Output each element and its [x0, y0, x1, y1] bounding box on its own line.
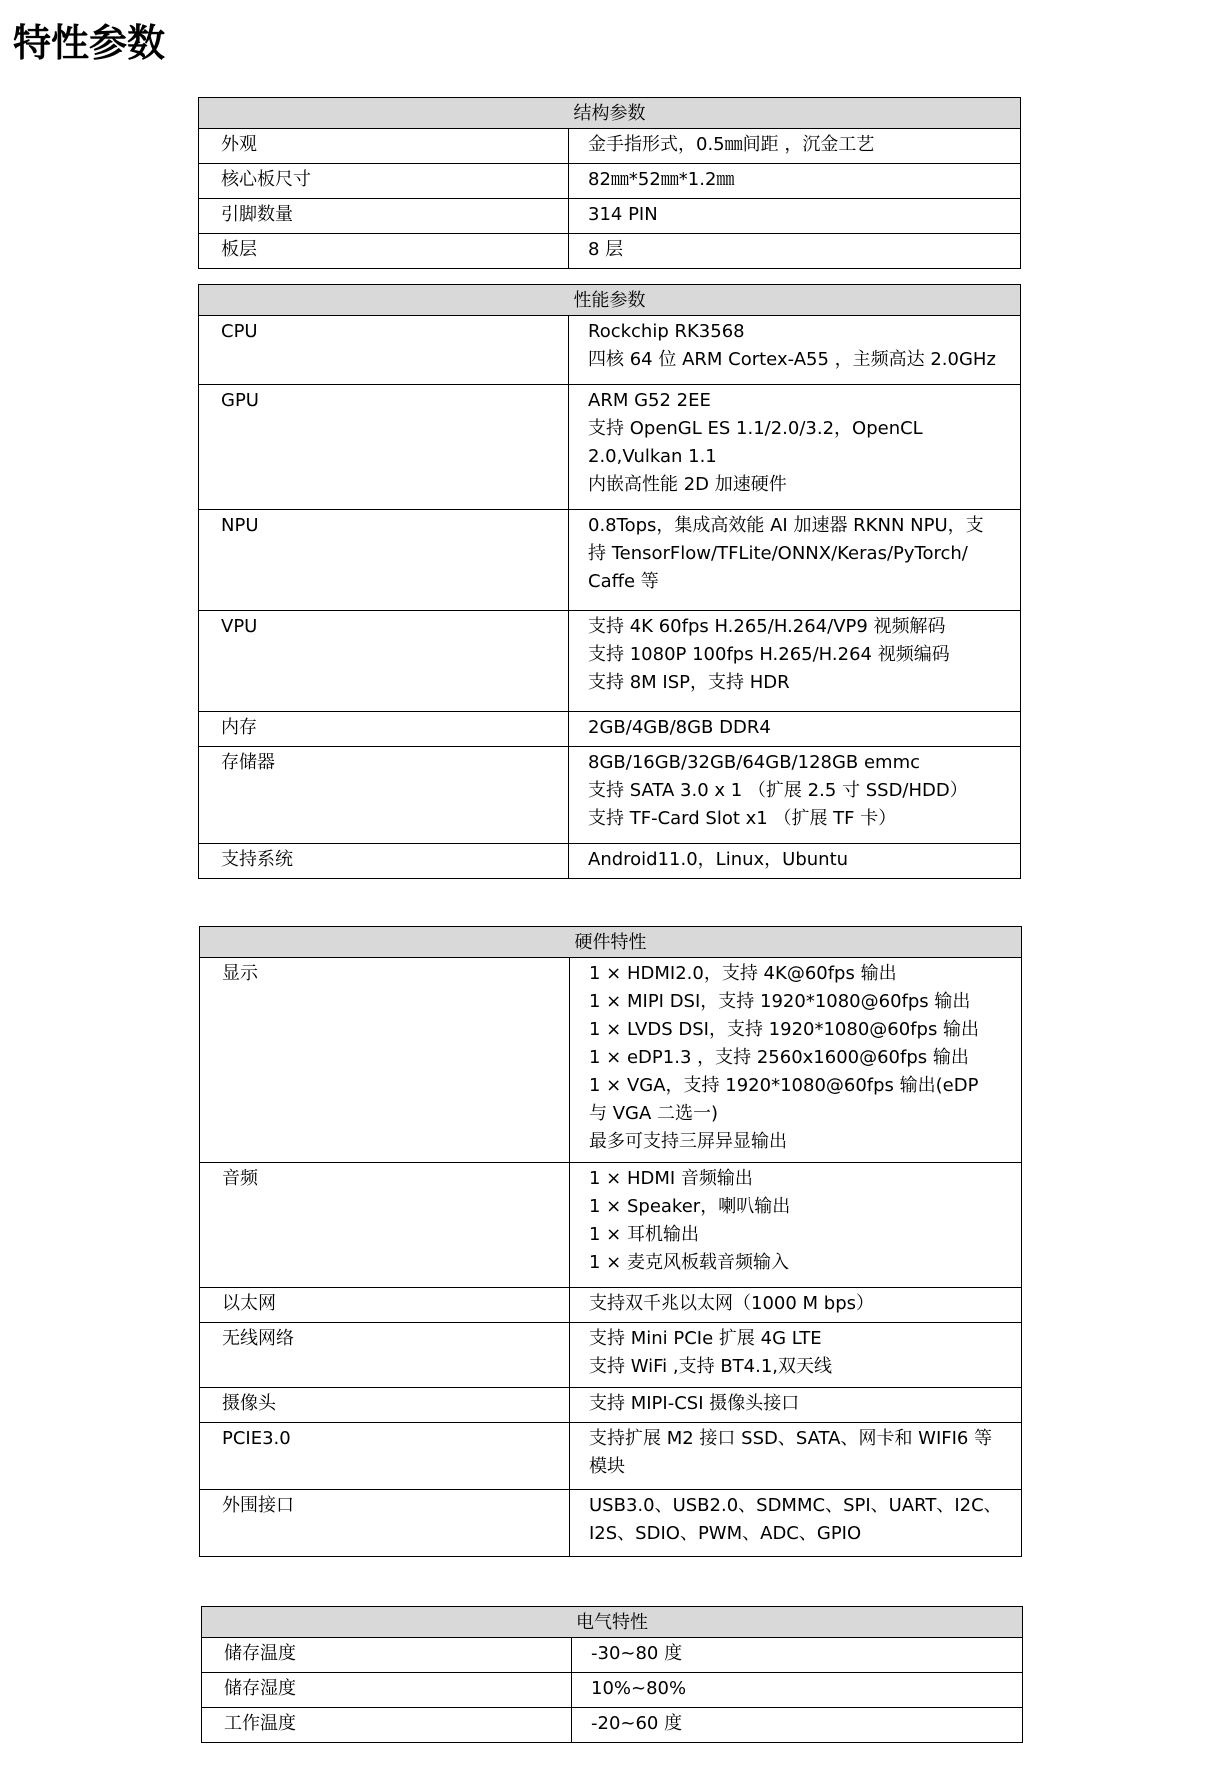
value-line: ARM G52 2EE [588, 390, 711, 411]
row-label: 引脚数量 [199, 199, 569, 234]
table-row [199, 129, 1021, 164]
row-value [569, 510, 1021, 611]
table-row [199, 844, 1021, 879]
row-label: 板层 [199, 234, 569, 269]
value-line: 1 × eDP1.3 ，支持 2560x1600@60fps 输出 [589, 1047, 969, 1068]
value-line: 1 × HDMI 音频输出 [589, 1168, 753, 1189]
table-row [200, 958, 1022, 1163]
section-header-row [199, 98, 1021, 129]
row-label: 无线网络 [200, 1323, 570, 1388]
row-label: 显示 [200, 958, 570, 1163]
value-line: 1 × Speaker，喇叭输出 [589, 1196, 791, 1217]
value-line: 支持 OpenGL ES 1.1/2.0/3.2，OpenCL [588, 418, 923, 439]
section-header: 性能参数 [199, 285, 1021, 316]
spec-table-structure [198, 97, 1021, 269]
row-value [569, 129, 1021, 164]
value-line: 1 × HDMI2.0，支持 4K@60fps 输出 [589, 963, 897, 984]
value-line: 314 PIN [588, 204, 658, 225]
row-label: GPU [199, 385, 569, 510]
value-line: 82㎜*52㎜*1.2㎜ [588, 169, 735, 190]
table-row [199, 164, 1021, 199]
row-value [569, 747, 1021, 844]
section-header: 结构参数 [199, 98, 1021, 129]
value-line: 与 VGA 二选一) [589, 1103, 719, 1124]
row-label: 外围接口 [200, 1490, 570, 1557]
table-row [199, 385, 1021, 510]
spec-table-hardware [199, 926, 1022, 1557]
table-row [200, 1388, 1022, 1423]
section-header-row [202, 1607, 1023, 1638]
table-row [200, 1163, 1022, 1288]
row-label: 储存温度 [202, 1638, 572, 1673]
section-header-row [199, 285, 1021, 316]
value-line: 内嵌高性能 2D 加速硬件 [588, 474, 787, 495]
value-line: -20~60 度 [591, 1713, 683, 1734]
value-line: 支持 4K 60fps H.265/H.264/VP9 视频解码 [588, 616, 946, 637]
row-label: NPU [199, 510, 569, 611]
row-label: 储存湿度 [202, 1673, 572, 1708]
value-line: 1 × LVDS DSI，支持 1920*1080@60fps 输出 [589, 1019, 980, 1040]
row-value [569, 712, 1021, 747]
value-line: 金手指形式，0.5㎜间距 ，沉金工艺 [588, 134, 875, 155]
table-row [202, 1708, 1023, 1743]
row-value [569, 316, 1021, 385]
table-row [200, 1288, 1022, 1323]
table-row [202, 1638, 1023, 1673]
value-line: 支持 TF-Card Slot x1 （扩展 TF 卡） [588, 808, 897, 829]
value-line: 10%~80% [591, 1678, 687, 1699]
value-line: 1 × 耳机输出 [589, 1224, 699, 1245]
table-row [199, 611, 1021, 712]
value-line: 支持 WiFi ,支持 BT4.1,双天线 [589, 1356, 833, 1377]
value-line: 1 × 麦克风板载音频输入 [589, 1252, 789, 1273]
value-line: Android11.0，Linux，Ubuntu [588, 849, 849, 870]
table-row [199, 234, 1021, 269]
value-line: 四核 64 位 ARM Cortex-A55 ，主频高达 2.0GHz [588, 349, 996, 370]
row-label: 内存 [199, 712, 569, 747]
row-label: 外观 [199, 129, 569, 164]
value-line: 1 × MIPI DSI，支持 1920*1080@60fps 输出 [589, 991, 971, 1012]
value-line: 支持 Mini PCIe 扩展 4G LTE [589, 1328, 822, 1349]
value-line: 2.0,Vulkan 1.1 [588, 446, 717, 467]
row-value [569, 234, 1021, 269]
value-line: 支持扩展 M2 接口 SSD、SATA、网卡和 WIFI6 等 [589, 1428, 993, 1449]
row-label: 摄像头 [200, 1388, 570, 1423]
value-line: -30~80 度 [591, 1643, 683, 1664]
value-line: 0.8Tops，集成高效能 AI 加速器 RKNN NPU，支 [588, 515, 984, 536]
row-value [569, 164, 1021, 199]
value-line: 支持 SATA 3.0 x 1 （扩展 2.5 寸 SSD/HDD） [588, 780, 968, 801]
row-value [570, 1288, 1022, 1323]
row-value [572, 1673, 1023, 1708]
row-value [570, 1423, 1022, 1490]
value-line: 最多可支持三屏异显输出 [589, 1131, 787, 1152]
value-line: Rockchip RK3568 [588, 321, 745, 342]
row-label: PCIE3.0 [200, 1423, 570, 1490]
row-value [569, 385, 1021, 510]
table-row [199, 199, 1021, 234]
row-label: 存储器 [199, 747, 569, 844]
row-value [569, 844, 1021, 879]
spec-table-electrical [201, 1606, 1023, 1743]
table-row [199, 747, 1021, 844]
row-value [572, 1708, 1023, 1743]
section-header: 电气特性 [202, 1607, 1023, 1638]
table-row [200, 1490, 1022, 1557]
value-line: 2GB/4GB/8GB DDR4 [588, 717, 771, 738]
row-label: 支持系统 [199, 844, 569, 879]
value-line: 8GB/16GB/32GB/64GB/128GB emmc [588, 752, 921, 773]
table-row [199, 510, 1021, 611]
row-value [570, 1323, 1022, 1388]
value-line: 支持 1080P 100fps H.265/H.264 视频编码 [588, 644, 950, 665]
row-label: VPU [199, 611, 569, 712]
row-value [569, 611, 1021, 712]
value-line: Caffe 等 [588, 571, 659, 592]
row-label: 音频 [200, 1163, 570, 1288]
section-header: 硬件特性 [200, 927, 1022, 958]
row-value [569, 199, 1021, 234]
page-title: 特性参数 [13, 21, 166, 65]
value-line: USB3.0、USB2.0、SDMMC、SPI、UART、I2C、 [589, 1495, 1002, 1516]
value-line: 支持 8M ISP，支持 HDR [588, 672, 790, 693]
spec-table-performance [198, 284, 1021, 879]
value-line: 1 × VGA，支持 1920*1080@60fps 输出(eDP [589, 1075, 979, 1096]
section-header-row [200, 927, 1022, 958]
row-value [570, 958, 1022, 1163]
row-value [570, 1490, 1022, 1557]
row-label: CPU [199, 316, 569, 385]
value-line: 支持双千兆以太网（1000 M bps） [589, 1293, 875, 1314]
row-value [572, 1638, 1023, 1673]
table-row [202, 1673, 1023, 1708]
row-value [570, 1388, 1022, 1423]
table-row [199, 316, 1021, 385]
value-line: 支持 MIPI-CSI 摄像头接口 [589, 1393, 800, 1414]
row-label: 工作温度 [202, 1708, 572, 1743]
row-label: 以太网 [200, 1288, 570, 1323]
value-line: 8 层 [588, 239, 624, 260]
value-line: 持 TensorFlow/TFLite/ONNX/Keras/PyTorch/ [588, 543, 968, 564]
value-line: I2S、SDIO、PWM、ADC、GPIO [589, 1523, 862, 1544]
table-row [199, 712, 1021, 747]
table-row [200, 1323, 1022, 1388]
table-row [200, 1423, 1022, 1490]
value-line: 模块 [589, 1456, 625, 1477]
row-label: 核心板尺寸 [199, 164, 569, 199]
row-value [570, 1163, 1022, 1288]
